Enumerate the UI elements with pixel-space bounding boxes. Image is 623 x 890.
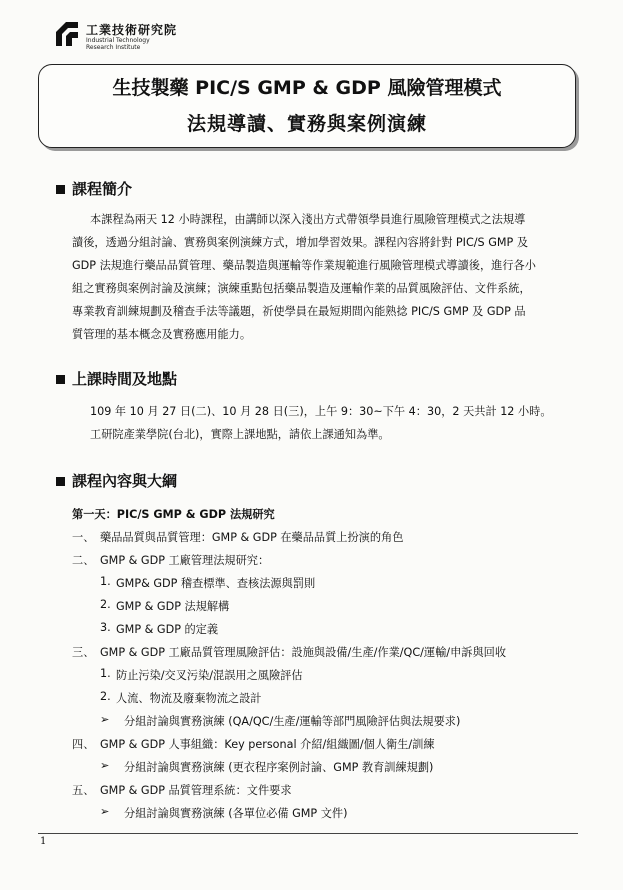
footer-divider (38, 833, 578, 834)
title-box (38, 64, 576, 148)
schedule-line: 工研院產業學院(台北)，實際上課地點，請依上課通知為準。 (90, 428, 390, 441)
document-title: 生技製藥 PIC/S GMP & GDP 風險管理模式 (112, 77, 502, 99)
org-name-en-line2: Research Institute (86, 44, 141, 51)
intro-line: 本課程為兩天 12 小時課程，由講師以深入淺出方式帶領學員進行風險管理模式之法規導 (90, 213, 526, 226)
intro-line: 專業教育訓練規劃及稽查手法等議題，祈使學員在最短期間內能熟捻 PIC/S GMP 及 GDP 品 (72, 305, 526, 318)
outline-marker: ➢ (100, 759, 110, 772)
outline-item: GMP & GDP 法規解構 (116, 600, 230, 613)
outline-marker: ➢ (100, 805, 110, 818)
section-bullet-icon (56, 477, 65, 486)
page-number: 1 (40, 836, 47, 847)
outline-marker: 1. (100, 575, 111, 588)
outline-marker: 五、 (72, 784, 95, 797)
section-heading-outline: 課程內容與大綱 (72, 472, 178, 490)
outline-marker: 二、 (72, 554, 95, 567)
itri-logo-icon (56, 22, 78, 46)
outline-marker: 1. (100, 667, 111, 680)
outline-marker: 3. (100, 621, 111, 634)
section-heading-schedule: 上課時間及地點 (72, 370, 178, 388)
outline-marker: 三、 (72, 646, 95, 659)
outline-marker: 四、 (72, 738, 95, 751)
intro-line: 質管理的基本概念及實務應用能力。 (72, 328, 252, 341)
outline-item: GMP & GDP 品質管理系統：文件要求 (100, 784, 292, 797)
outline-marker: ➢ (100, 713, 110, 726)
outline-item: GMP & GDP 工廠管理法規研究： (100, 554, 270, 567)
org-name-zh: 工業技術研究院 (86, 23, 178, 37)
intro-line: 讀後，透過分組討論、實務與案例演練方式，增加學習效果。課程內容將針對 PIC/S GMP 及 (72, 236, 529, 249)
outline-marker: 一、 (72, 531, 95, 544)
outline-item: 人流、物流及廢棄物流之設計 (116, 692, 262, 705)
schedule-line: 109 年 10 月 27 日(二)、10 月 28 日(三)，上午 9：30~下午 4：30，2 天共計 12 小時。 (90, 405, 552, 418)
intro-line: GDP 法規進行藥品品質管理、藥品製造與運輸等作業規範進行風險管理模式導讀後，進行各小 (72, 259, 536, 272)
outline-marker: 2. (100, 598, 111, 611)
outline-item: 分組討論與實務演練 (更衣程序案例討論、GMP 教育訓練規劃) (124, 761, 434, 774)
intro-line: 組之實務與案例討論及演練；演練重點包括藥品製造及運輸作業的品質風險評估、文件系統， (72, 282, 531, 295)
outline-item: 防止污染/交叉污染/混誤用之風險評估 (116, 669, 303, 682)
outline-marker: 2. (100, 690, 111, 703)
outline-item: 藥品品質與品質管理：GMP & GDP 在藥品品質上扮演的角色 (100, 531, 404, 544)
document-subtitle: 法規導讀、實務與案例演練 (186, 113, 427, 135)
outline-item: GMP & GDP 人事組織：Key personal 介紹/組織圖/個人衛生/訓練 (100, 738, 435, 751)
outline-item: 分組討論與實務演練 (QA/QC/生產/運輸等部門風險評估與法規要求) (124, 715, 461, 728)
outline-item: GMP& GDP 稽查標準、查核法源與罰則 (116, 577, 316, 590)
outline-item: GMP & GDP 工廠品質管理風險評估：設施與設備/生產/作業/QC/運輸/申訴與回收 (100, 646, 507, 659)
outline-item: GMP & GDP 的定義 (116, 623, 219, 636)
section-bullet-icon (56, 185, 65, 194)
section-heading-intro: 課程簡介 (72, 180, 133, 198)
day1-title: 第一天：PIC/S GMP & GDP 法規研究 (72, 508, 275, 521)
org-name-en-line1: Industrial Technology (86, 37, 150, 44)
section-bullet-icon (56, 375, 65, 384)
outline-item: 分組討論與實務演練 (各單位必備 GMP 文件) (124, 807, 348, 820)
